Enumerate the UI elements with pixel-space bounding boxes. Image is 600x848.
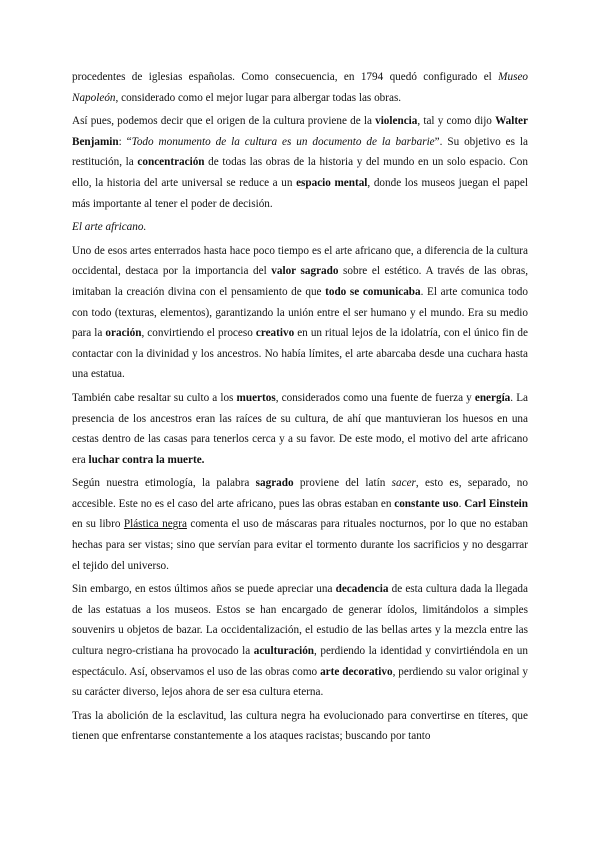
paragraph-esclavitud: [72, 706, 528, 747]
text-segment: en su libro: [72, 518, 124, 531]
bold-term: muertos: [236, 391, 276, 404]
author-name-walter-benjamin: Walter Benjamin: [72, 115, 528, 148]
text-segment: Según nuestra etimología, la palabra: [72, 477, 256, 490]
bold-term: arte decorativo: [320, 665, 393, 678]
italic-quote: Todo monumento de la cultura es un documento de la barbarie: [131, 135, 435, 148]
paragraph-decadencia: [72, 579, 528, 703]
text-segment: , convirtiendo el proceso: [141, 327, 256, 340]
text-segment: de todas las obras de la historia y del mundo en un solo espacio. Con ello, la historia del arte universal se reduce a un: [72, 156, 528, 189]
text-segment: proviene del latín: [293, 477, 392, 490]
italic-term-museo-napoleon: Museo Napoleón: [72, 71, 528, 104]
text-segment: en un ritual lejos de la idolatría, con el único fin de contactar con la divinidad y los ancestros. No había límites, el arte abarcaba desde una cuchara hasta una estatua.: [72, 327, 528, 381]
bold-term: creativo: [255, 327, 295, 340]
text-segment: . El arte comunica todo con todo (texturas, elementos), garantizando la unión entre el ser humano y el mundo. Era su medio para la: [72, 285, 528, 340]
bold-term: energía: [474, 391, 511, 404]
text-segment: Así pues, podemos decir que el origen de la cultura proviene de la: [72, 115, 376, 128]
bold-term: espacio mental: [296, 176, 368, 189]
text-segment: , considerado como el mejor lugar para albergar todas las obras.: [115, 91, 402, 104]
text-segment: Sin embargo, en estos últimos años se puede apreciar una: [72, 583, 336, 596]
bold-term: sagrado: [255, 477, 294, 490]
text-segment: .: [458, 497, 465, 510]
bold-term: concentración: [137, 156, 205, 169]
paragraph-violencia: [72, 111, 528, 214]
author-name-carl-einstein: Carl Einstein: [464, 497, 528, 510]
paragraph-sagrado: [72, 473, 528, 576]
bold-term: oración: [105, 327, 142, 340]
text-segment: . La presencia de los ancestros eran las raíces de su cultura, de ahí que mantuvieran los huesos en una cestas dentro de las casas para tenerlos cerca y a su favor. De este modo, el motivo del arte africano era: [72, 391, 528, 466]
paragraph-valor-sagrado: [72, 241, 528, 385]
paragraph-muertos: [72, 388, 528, 470]
paragraph-museo-napoleon: [72, 67, 528, 108]
text-segment: : “: [118, 135, 132, 148]
text-segment: , donde los museos juegan el papel más importante al tener el poder de decisión.: [72, 176, 528, 210]
text-segment: También cabe resaltar su culto a los: [72, 391, 237, 404]
bold-term: luchar contra la muerte.: [88, 453, 205, 466]
text-segment: ”. Su objetivo es la restitución, la: [72, 135, 528, 169]
bold-term: violencia: [375, 115, 418, 128]
bold-term: aculturación: [253, 645, 315, 658]
italic-term: sacer: [391, 477, 416, 490]
bold-term: constante uso: [394, 497, 459, 510]
text-segment: comenta el uso de máscaras para rituales nocturnos, por lo que no estaban hechas para ser vistas; sino que servían para evitar el tormento durante los sacrificios y no desgarrar el tejido del universo.: [72, 518, 528, 572]
text-segment: , perdiendo la identidad y convirtiéndola en un espectáculo. Así, observamos el uso de las obras como: [72, 645, 528, 678]
text-segment: de esta cultura dada la llegada de las estatuas a los museos. Estos se han encargado de generar ídolos, limitándolos a simples souvenirs u objetos de bazar. La occidentalización, el estudio de las bellas artes y la mezcla entre las cultura negro-cristiana ha provocado la: [72, 583, 528, 658]
text-segment: Tras la abolición de la esclavitud, las cultura negra ha evolucionado para convertirse en títeres, que tienen que enfrentarse constantemente a los ataques racistas; buscando por tanto: [72, 709, 528, 743]
text-segment: , considerados como una fuente de fuerza y: [275, 391, 475, 404]
text-segment: , tal y como dijo: [417, 115, 496, 128]
text-segment: , perdiendo su valor original y su carácter diverso, lejos ahora de ser esa cultura eterna.: [72, 665, 529, 699]
text-segment: , esto es, separado, no accesible. Este no es el caso del arte africano, pues las obras estaban en: [72, 477, 528, 510]
bold-term: todo se comunicaba: [325, 285, 421, 298]
text-segment: procedentes de iglesias españolas. Como consecuencia, en 1794 quedó configurado el: [72, 71, 499, 83]
bold-term: valor sagrado: [271, 265, 339, 278]
text-segment: Uno de esos artes enterrados hasta hace poco tiempo es el arte africano que, a diferencia de la cultura occidental, destaca por la importancia del: [72, 244, 528, 278]
section-heading-arte-africano: El arte africano.: [72, 221, 147, 234]
bold-term: decadencia: [335, 583, 389, 596]
book-title-plastica-negra: Plástica negra: [123, 518, 187, 531]
text-segment: sobre el estético. A través de las obras, imitaban la creación divina con el pensamiento de que: [72, 265, 528, 298]
